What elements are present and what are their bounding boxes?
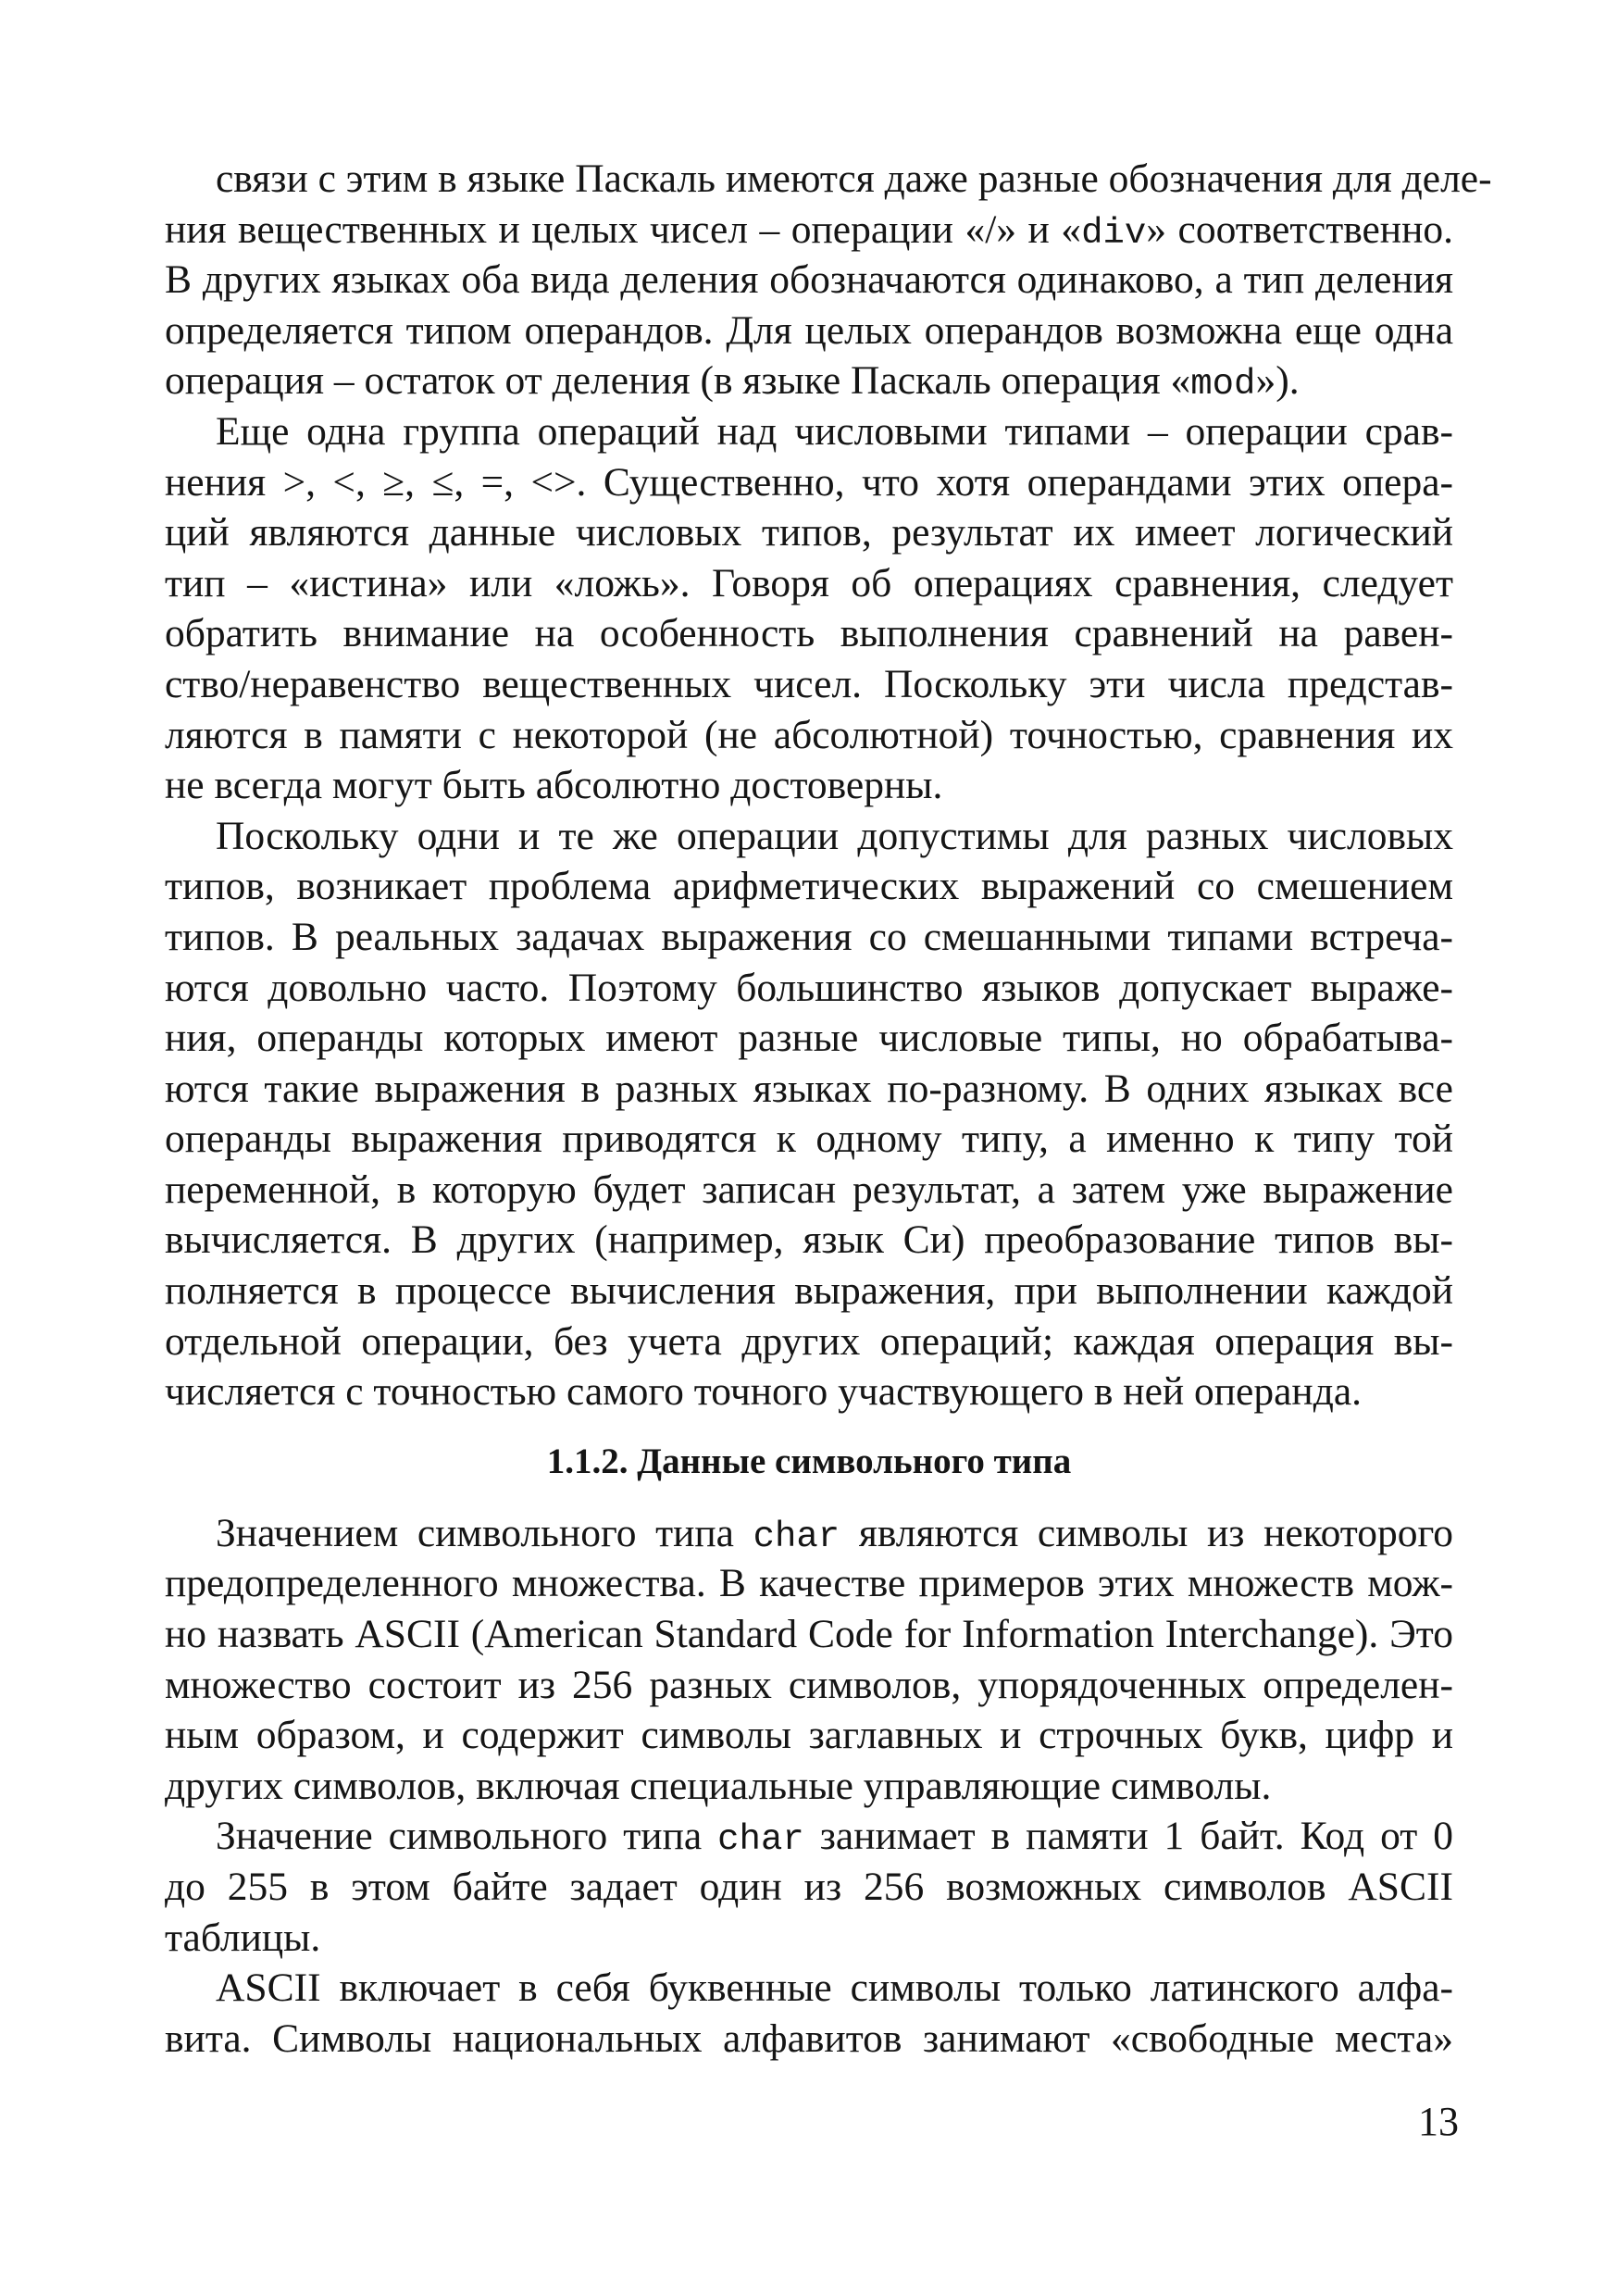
text-segment: числяется с точностью самого точного участвующего в ней операнда. xyxy=(165,1369,1363,1415)
code-keyword: char xyxy=(753,1516,840,1557)
text-segment: полняется в процессе вычисления выражения, при выполнении каждой xyxy=(165,1268,1453,1314)
text-line xyxy=(165,963,1453,1014)
text-line xyxy=(165,558,1453,609)
text-segment: вычисляется. В других (например, язык Си) преобразование типов вы- xyxy=(165,1217,1453,1263)
text-line xyxy=(165,1609,1453,1660)
paragraphs-before-heading xyxy=(165,154,1492,1417)
text-segment: других символов, включая специальные управляющие символы. xyxy=(165,1763,1272,1808)
paragraph xyxy=(165,406,1453,811)
text-segment: ются довольно часто. Поэтому большинство языков допускает выраже- xyxy=(165,965,1453,1010)
text-segment: Еще одна группа операций над числовыми типами – операции срав- xyxy=(216,408,1453,454)
text-line xyxy=(165,255,1453,306)
text-line xyxy=(165,1710,1453,1761)
text-segment: тип – «истина» или «ложь». Говоря об операциях сравнения, следует xyxy=(165,560,1453,605)
text-line xyxy=(165,760,1453,811)
code-keyword: mod xyxy=(1190,364,1256,406)
text-line xyxy=(165,1316,1453,1367)
text-segment: занимает в памяти 1 байт. Код от 0 xyxy=(803,1814,1453,1859)
text-segment: ций являются данные числовых типов, результат их имеет логический xyxy=(165,510,1453,555)
text-line xyxy=(165,507,1453,558)
text-line xyxy=(165,1558,1453,1609)
text-segment: множество состоит из 256 разных символов, упорядоченных определен- xyxy=(165,1662,1453,1707)
text-segment: обратить внимание на особенность выполнения сравнений на равен- xyxy=(165,611,1453,656)
text-segment: переменной, в которую будет записан результат, а затем уже выражение xyxy=(165,1167,1453,1212)
text-line xyxy=(165,608,1453,659)
text-line xyxy=(165,457,1453,508)
text-line xyxy=(165,406,1453,457)
text-segment: В других языках оба вида деления обозначаются одинаково, а тип деления xyxy=(165,257,1453,303)
text-segment: »). xyxy=(1255,358,1300,404)
text-segment: ются такие выражения в разных языках по-разному. В одних языках все xyxy=(165,1066,1453,1111)
text-segment: ство/неравенство вещественных чисел. Поскольку эти числа представ- xyxy=(165,661,1453,706)
section-heading: 1.1.2. Данные символьного типа xyxy=(546,1441,1072,1481)
code-keyword: char xyxy=(717,1819,804,1861)
text-line xyxy=(165,205,1453,256)
text-segment: типов. В реальных задачах выражения со смешанными типами встреча- xyxy=(165,914,1453,959)
text-segment: отдельной операции, без учета других операций; каждая операция вы- xyxy=(165,1318,1453,1364)
text-line xyxy=(165,1266,1453,1316)
text-line xyxy=(165,1366,1453,1417)
text-line xyxy=(165,912,1453,963)
text-segment: Поскольку одни и те же операции допустимы для разных числовых xyxy=(216,813,1453,858)
text-line xyxy=(165,1811,1453,1862)
text-segment: операнды выражения приводятся к одному типу, а именно к типу той xyxy=(165,1117,1453,1162)
text-segment: ния вещественных и целых чисел – операции «/» и « xyxy=(165,206,1082,252)
text-segment: до 255 в этом байте задает один из 256 возможных символов ASCII xyxy=(165,1865,1453,1909)
text-segment: являются символы из некоторого xyxy=(840,1510,1453,1555)
paragraphs-after-heading xyxy=(165,1508,1453,2065)
paragraph xyxy=(165,1811,1453,1963)
text-line xyxy=(165,1660,1453,1711)
paragraph xyxy=(165,811,1453,1417)
text-line xyxy=(165,1761,1453,1812)
page-body xyxy=(165,154,1492,2064)
code-keyword: div xyxy=(1081,212,1147,254)
text-segment: но назвать ASCII (American Standard Code for Information Interchange). Это xyxy=(165,1612,1453,1657)
paragraph xyxy=(165,154,1492,406)
text-line xyxy=(165,1215,1453,1266)
text-segment: нения >, <, ≥, ≤, =, <>. Существенно, что хотя операндами этих опера- xyxy=(165,459,1453,505)
text-segment: типов, возникает проблема арифметических выражений со смешением xyxy=(165,864,1453,909)
text-line xyxy=(165,1064,1453,1115)
text-segment: определяется типом операндов. Для целых операндов возможна еще одна xyxy=(165,307,1453,353)
text-line xyxy=(165,356,1453,406)
text-line xyxy=(165,154,1492,205)
page-number: 13 xyxy=(1418,2099,1459,2144)
text-segment: ния, операнды которых имеют разные числовые типы, но обрабатыва- xyxy=(165,1016,1453,1061)
text-segment: таблицы. xyxy=(165,1915,321,1960)
text-line xyxy=(165,659,1453,710)
text-segment: предопределенного множества. В качестве примеров этих множеств мож- xyxy=(165,1561,1453,1606)
text-segment: связи с этим в языке Паскаль имеются даже разные обозначения для деле- xyxy=(216,156,1492,201)
paragraph xyxy=(165,1508,1453,1812)
text-line xyxy=(165,1508,1453,1559)
text-segment: вита. Символы национальных алфавитов занимают «свободные места» xyxy=(165,2015,1453,2061)
text-segment: ASCII включает в себя буквенные символы только латинского алфа- xyxy=(216,1965,1453,2011)
text-line xyxy=(165,811,1453,862)
text-line xyxy=(165,1862,1453,1913)
text-line xyxy=(165,1013,1453,1064)
text-segment: Значение символьного типа xyxy=(216,1814,718,1859)
text-segment: не всегда могут быть абсолютно достоверны. xyxy=(165,763,943,808)
text-line xyxy=(165,710,1453,761)
text-segment: ляются в памяти с некоторой (не абсолютной) точностью, сравнения их xyxy=(165,712,1453,757)
text-segment: Значением символьного типа xyxy=(216,1510,753,1555)
text-line xyxy=(165,2014,1453,2065)
text-line xyxy=(165,1165,1453,1216)
text-line xyxy=(165,861,1453,912)
text-segment: » соответственно. xyxy=(1146,206,1453,252)
text-segment: ным образом, и содержит символы заглавных и строчных букв, цифр и xyxy=(165,1713,1453,1758)
text-line xyxy=(165,1963,1453,2014)
text-line xyxy=(165,1913,1453,1964)
text-segment: операция – остаток от деления (в языке Паскаль операция « xyxy=(165,358,1191,404)
text-line xyxy=(165,306,1453,356)
paragraph xyxy=(165,1963,1453,2064)
text-line xyxy=(165,1114,1453,1165)
